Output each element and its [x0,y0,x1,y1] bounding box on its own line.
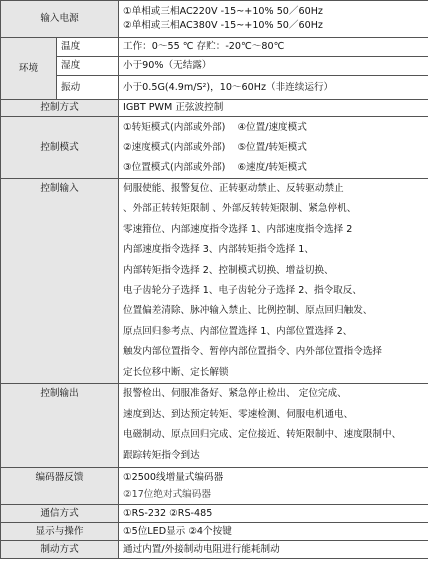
control-input-label: 控制输入 [1,179,119,384]
control-output-label: 控制输出 [1,384,119,468]
control-input-line: 、外部正转转矩限制 、外部反转转矩限制、紧急停机、 [123,203,357,215]
braking-value: 通过内置/外接制动电阻进行能耗制动 [119,541,428,559]
braking-label: 制动方式 [1,541,119,559]
control-method-row [1,100,428,117]
power-line: ②单相或三相AC380V -15~+10% 50／60Hz [123,20,323,31]
temperature-value: 工作：0～55 ℃ 存贮：-20℃～80℃ [119,38,428,57]
control-output-row [1,384,428,468]
control-mode-row [1,117,428,179]
power-label: 输入电源 [1,1,119,38]
control-input-line: 位置偏差清除、脉冲输入禁止、比例控制、原点回归触发、 [123,305,373,317]
display-value: ①5位LED显示 ②4个按键 [119,523,428,541]
control-mode-line [123,118,424,138]
communication-row [1,505,428,523]
display-row [1,523,428,541]
control-input-line: 原点回归参考点、内部位置选择 1、内部位置选择 2、 [123,325,353,337]
control-input-line: 伺服使能、报警复位、正转驱动禁止、反转驱动禁止 [123,183,344,194]
control-mode-item: ②速度模式(内部或外部) [123,141,226,153]
encoder-value [119,468,428,505]
control-output-line: 跟踪转矩指令到达 [123,449,200,461]
braking-row [1,541,428,559]
control-mode-item: ③位置模式(内部或外部) [123,161,226,173]
control-input-line: 触发内部位置指令、暂停内部位置指令、内外部位置指令选择 [123,346,383,358]
control-output-line: 电磁制动、原点回归完成、定位接近、转矩限制中、速度限制中、 [123,429,402,441]
control-mode-line [123,158,424,178]
encoder-label: 编码器反馈 [1,468,119,505]
communication-label: 通信方式 [1,505,119,523]
communication-value: ①RS-232 ②RS-485 [119,505,428,523]
power-line: ①单相或三相AC220V -15~+10% 50／60Hz [123,6,323,17]
control-input-line: 内部速度指令选择 3、内部转矩指令选择 1、 [123,244,314,256]
control-mode-label: 控制模式 [1,117,119,179]
encoder-line: ①2500线增量式编码器 [123,472,224,484]
control-output-line: 速度到达、到达预定转矩、零速检测、伺服电机通电、 [123,408,354,420]
humidity-value: 小于90%（无结露） [119,57,428,76]
control-input-line: 零速箝位、内部速度指令选择 1、内部速度指令选择 2 [123,223,353,235]
control-input-line: 电子齿轮分子选择 1、电子齿轮分子选择 2、指令取反、 [123,285,362,297]
power-value [119,1,428,38]
temperature-row [1,38,428,57]
temperature-label: 温度 [57,38,119,57]
environment-label: 环境 [1,38,57,100]
control-output-line: 报警检出、伺服准备好、紧急停止检出、 定位完成、 [123,388,347,400]
control-input-line: 内部转矩指令选择 2、控制模式切换、增益切换、 [123,264,334,276]
vibration-value: 小于0.5G(4.9m/S²)，10～60Hz（非连续运行） [119,76,428,100]
encoder-line: ②17位绝对式编码器 [123,489,211,501]
control-method-label: 控制方式 [1,100,119,117]
display-label: 显示与操作 [1,523,119,541]
control-output-value [119,384,428,468]
control-mode-item: ①转矩模式(内部或外部) [123,121,226,133]
humidity-row [1,57,428,76]
control-mode-value [119,117,428,179]
control-mode-item: ⑥速度/转矩模式 [237,161,307,173]
control-mode-item: ⑤位置/转矩模式 [237,141,307,153]
control-input-row [1,179,428,384]
control-mode-item: ④位置/速度模式 [237,121,307,133]
vibration-row [1,76,428,100]
control-input-line: 定长位移中断、定长解锁 [123,366,229,378]
encoder-row [1,468,428,505]
control-method-value: IGBT PWM 正弦波控制 [119,100,428,117]
humidity-label: 湿度 [57,57,119,76]
vibration-label: 振动 [57,76,119,100]
control-mode-line [123,138,424,158]
control-input-value [119,179,428,384]
power-row [1,1,428,38]
